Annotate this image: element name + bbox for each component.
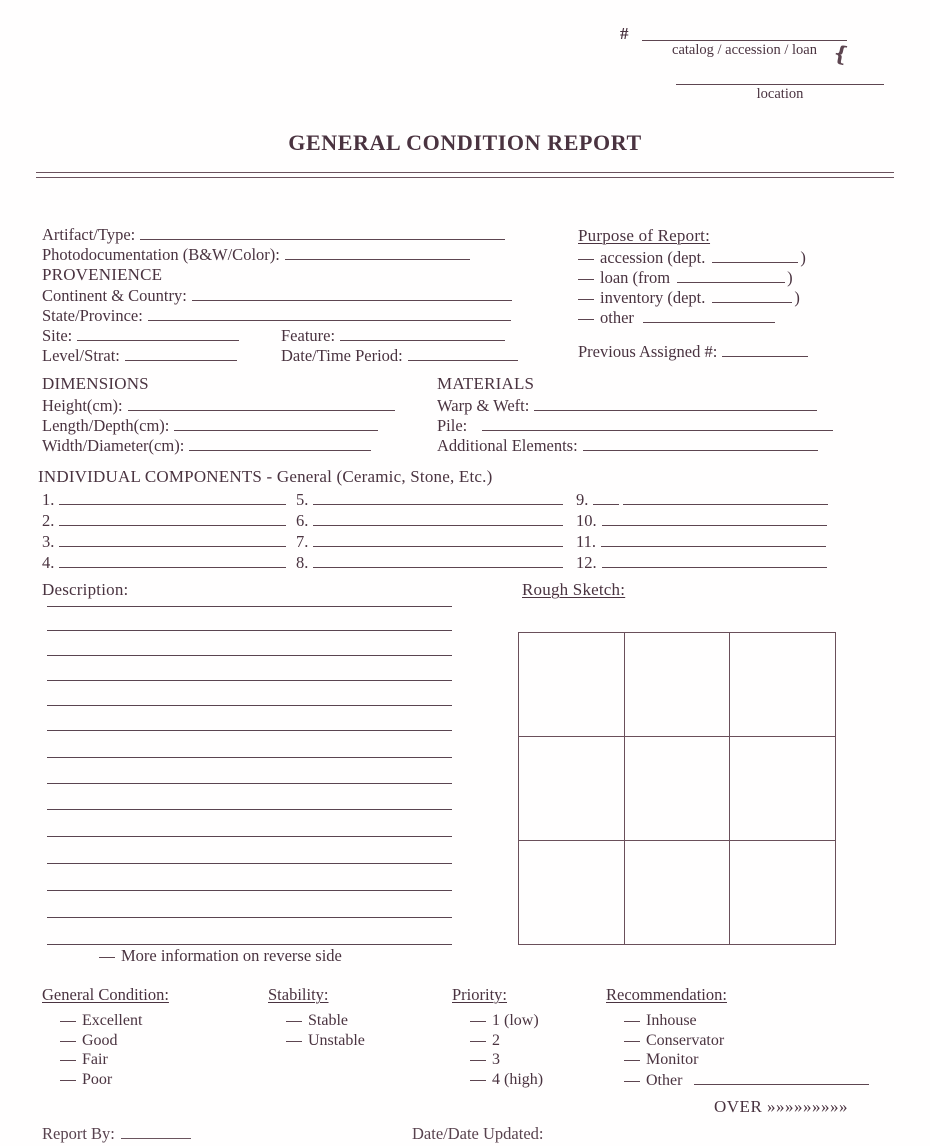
component-input-8[interactable] [313,553,563,568]
component-input-9a[interactable] [593,490,619,505]
component-input-6[interactable] [313,511,563,526]
field-report-by-label: Report By: [42,1124,115,1143]
recommendation-option-monitor[interactable] [606,1050,869,1070]
sketch-cell[interactable] [519,737,625,841]
stability-option-unstable-label: Unstable [308,1031,365,1049]
component-input-4[interactable] [59,553,286,568]
recommendation-heading: Recommendation: [606,985,727,1004]
condition-option-good[interactable] [42,1031,169,1051]
component-input-2[interactable] [59,511,286,526]
component-item-4 [42,553,286,573]
component-number-11: 11. [576,532,597,551]
field-warp-weft [437,396,817,416]
component-number-10: 10. [576,511,597,530]
field-length-depth-input[interactable] [174,416,378,431]
component-number-4: 4. [42,553,55,572]
checkbox-inventory[interactable] [578,299,594,300]
checkbox-stable[interactable] [286,1021,302,1022]
description-heading: Description: [42,580,129,599]
purpose-option-accession-close: ) [800,248,806,267]
checkbox-other-recommendation[interactable] [624,1081,640,1082]
checkbox-conservator[interactable] [624,1041,640,1042]
sketch-cell[interactable] [730,633,836,737]
description-line[interactable] [47,917,452,918]
component-item-1 [42,490,286,510]
field-height [42,396,395,416]
checkbox-good[interactable] [60,1041,76,1042]
description-line[interactable] [47,809,452,810]
page-title: GENERAL CONDITION REPORT [288,130,642,155]
condition-option-poor-label: Poor [82,1070,113,1088]
component-number-3: 3. [42,532,55,551]
field-level-strat-input[interactable] [125,346,237,361]
component-input-7[interactable] [313,532,563,547]
description-line[interactable] [47,730,452,731]
priority-heading: Priority: [452,985,508,1004]
description-line[interactable] [47,944,452,945]
field-pile-label: Pile: [437,416,468,435]
bracket-tick-icon: ❴ [829,40,853,68]
priority-option-4[interactable] [452,1070,543,1090]
sketch-cell[interactable] [625,633,731,737]
field-report-by [42,1124,191,1144]
field-feature-label: Feature: [281,326,336,345]
sketch-cell[interactable] [730,737,836,841]
stability-column [268,985,365,1050]
purpose-option-inventory-label: inventory (dept. [600,288,706,307]
component-number-7: 7. [296,532,309,551]
description-line[interactable] [47,863,452,864]
description-line[interactable] [47,630,452,631]
recommendation-option-other-label: Other [646,1071,683,1089]
checkbox-accession[interactable] [578,259,594,260]
stability-option-stable-label: Stable [308,1012,348,1029]
rough-sketch-grid[interactable] [518,632,836,945]
component-input-3[interactable] [59,532,286,547]
component-item-5 [296,490,563,510]
field-site-input[interactable] [77,326,239,341]
location-fill-line[interactable] [676,84,884,85]
recommendation-column [606,985,869,1090]
field-continent-country [42,286,512,306]
field-height-label: Height(cm): [42,396,123,415]
priority-option-4-label: 4 (high) [492,1070,544,1088]
field-date-time-period [281,346,518,366]
field-photodocumentation-input[interactable] [285,245,470,260]
recommendation-option-conservator-label: Conservator [646,1031,725,1049]
over-marker: OVER »»»»»»»»» [714,1097,849,1116]
condition-option-fair[interactable] [42,1050,169,1070]
field-previous-assigned [578,342,808,362]
field-feature [281,326,505,346]
dimensions-heading: DIMENSIONS [42,374,149,393]
field-length-depth-label: Length/Depth(cm): [42,416,170,435]
purpose-option-accession[interactable] [578,248,811,268]
location-caption: location [756,86,804,102]
field-state-province [42,306,511,326]
priority-option-3[interactable] [452,1050,543,1070]
checkbox-excellent[interactable] [60,1021,76,1022]
catalog-caption: catalog / accession / loan [672,42,817,58]
field-site [42,326,239,346]
description-line[interactable] [47,890,452,891]
purpose-option-inventory-close: ) [794,288,800,307]
recommendation-other-input[interactable] [694,1070,869,1085]
checkbox-fair[interactable] [60,1060,76,1061]
field-previous-assigned-label: Previous Assigned #: [578,342,718,361]
purpose-option-inventory[interactable] [578,288,805,308]
purpose-option-loan-close: ) [787,268,793,287]
hash-symbol: # [620,24,629,43]
field-width-diameter-input[interactable] [189,436,371,451]
checkbox-priority-2[interactable] [470,1041,486,1042]
component-input-11[interactable] [601,532,826,547]
description-line[interactable] [47,836,452,837]
condition-option-good-label: Good [82,1031,118,1049]
component-input-5[interactable] [313,490,563,505]
purpose-option-loan[interactable] [578,268,798,288]
sketch-cell[interactable] [625,737,731,841]
field-warp-weft-label: Warp & Weft: [437,396,530,415]
purpose-of-report-heading: Purpose of Report: [578,226,711,245]
stability-option-stable[interactable] [268,1011,365,1031]
component-item-7 [296,532,563,552]
description-line[interactable] [47,783,452,784]
field-pile [437,416,833,436]
reverse-side-note-label: More information on reverse side [121,946,342,965]
component-item-8 [296,553,563,573]
component-item-12 [576,553,827,573]
field-date-updated [412,1124,543,1144]
provenience-heading: PROVENIENCE [42,265,163,284]
component-item-2 [42,511,286,531]
purpose-loan-from-input[interactable] [677,268,785,283]
stability-option-unstable[interactable] [268,1031,365,1051]
priority-option-3-label: 3 [492,1051,500,1068]
field-continent-country-label: Continent & Country: [42,286,187,305]
field-height-input[interactable] [128,396,395,411]
field-additional-elements-input[interactable] [583,436,818,451]
field-width-diameter-label: Width/Diameter(cm): [42,436,185,455]
component-number-5: 5. [296,490,309,509]
recommendation-option-inhouse[interactable] [606,1011,869,1031]
field-width-diameter [42,436,371,456]
component-item-6 [296,511,563,531]
sketch-cell[interactable] [625,841,731,945]
component-item-10 [576,511,827,531]
field-additional-elements-label: Additional Elements: [437,436,578,455]
purpose-inventory-dept-input[interactable] [712,288,792,303]
component-number-1: 1. [42,490,55,509]
purpose-option-other[interactable] [578,308,775,328]
component-item-11 [576,532,826,552]
condition-option-excellent-label: Excellent [82,1012,143,1029]
field-feature-input[interactable] [340,326,505,341]
component-item-3 [42,532,286,552]
catalog-number-fill-line[interactable] [642,40,847,41]
recommendation-option-other[interactable] [606,1070,869,1091]
component-number-2: 2. [42,511,55,530]
field-photodocumentation-label: Photodocumentation (B&W/Color): [42,245,280,264]
stability-heading: Stability: [268,985,329,1004]
priority-option-2-label: 2 [492,1031,500,1049]
purpose-option-loan-label: loan (from [600,268,671,287]
field-previous-assigned-input[interactable] [722,342,808,357]
purpose-option-other-label: other [600,308,634,327]
checkbox-poor[interactable] [60,1080,76,1081]
sketch-cell[interactable] [519,633,625,737]
field-artifact-type-input[interactable] [140,225,505,240]
sketch-cell[interactable] [519,841,625,945]
field-artifact-type-label: Artifact/Type: [42,225,136,244]
checkbox-loan[interactable] [578,279,594,280]
field-date-time-period-input[interactable] [408,346,518,361]
checkbox-unstable[interactable] [286,1041,302,1042]
recommendation-option-conservator[interactable] [606,1031,869,1051]
individual-components-heading: INDIVIDUAL COMPONENTS - General (Ceramic, Stone, Etc.) [38,467,493,486]
priority-option-1-label: 1 (low) [492,1012,539,1029]
checkbox-inhouse[interactable] [624,1021,640,1022]
description-line[interactable] [47,655,452,656]
field-continent-country-input[interactable] [192,286,512,301]
general-condition-heading: General Condition: [42,985,169,1004]
condition-option-poor[interactable] [42,1070,169,1090]
condition-option-fair-label: Fair [82,1051,108,1068]
priority-option-2[interactable] [452,1031,543,1051]
checkbox-reverse-side[interactable] [99,957,115,958]
general-condition-column [42,985,169,1089]
component-input-9[interactable] [623,490,828,505]
field-site-label: Site: [42,326,73,345]
field-report-by-input[interactable] [121,1124,191,1139]
checkbox-monitor[interactable] [624,1060,640,1061]
field-warp-weft-input[interactable] [534,396,817,411]
materials-heading: MATERIALS [437,374,535,393]
priority-option-1[interactable] [452,1011,543,1031]
description-line[interactable] [47,705,452,706]
reverse-side-note[interactable] [99,946,347,966]
field-artifact-type [42,225,505,245]
recommendation-option-inhouse-label: Inhouse [646,1012,697,1029]
priority-column [452,985,543,1089]
field-length-depth [42,416,378,436]
field-photodocumentation [42,245,470,265]
sketch-cell[interactable] [730,841,836,945]
component-input-12[interactable] [602,553,827,568]
component-number-8: 8. [296,553,309,572]
purpose-accession-dept-input[interactable] [712,248,798,263]
component-number-6: 6. [296,511,309,530]
component-number-9: 9. [576,490,589,509]
purpose-option-accession-label: accession (dept. [600,248,706,267]
component-item-9 [576,490,828,510]
purpose-other-input[interactable] [643,308,775,323]
field-state-province-label: State/Province: [42,306,143,325]
field-pile-input[interactable] [482,416,833,431]
checkbox-priority-3[interactable] [470,1060,486,1061]
field-level-strat-label: Level/Strat: [42,346,120,365]
rough-sketch-heading: Rough Sketch: [522,580,626,599]
checkbox-priority-4[interactable] [470,1080,486,1081]
condition-option-excellent[interactable] [42,1011,169,1031]
description-line[interactable] [47,606,452,607]
description-line[interactable] [47,680,452,681]
component-input-1[interactable] [59,490,286,505]
field-level-strat [42,346,237,366]
checkbox-other-purpose[interactable] [578,319,594,320]
checkbox-priority-1[interactable] [470,1021,486,1022]
component-number-12: 12. [576,553,597,572]
field-date-updated-label: Date/Date Updated: [412,1124,544,1143]
component-input-10[interactable] [602,511,827,526]
field-state-province-input[interactable] [148,306,511,321]
field-date-time-period-label: Date/Time Period: [281,346,403,365]
description-line[interactable] [47,757,452,758]
field-additional-elements [437,436,818,456]
title-divider [36,172,894,178]
recommendation-option-monitor-label: Monitor [646,1051,699,1068]
